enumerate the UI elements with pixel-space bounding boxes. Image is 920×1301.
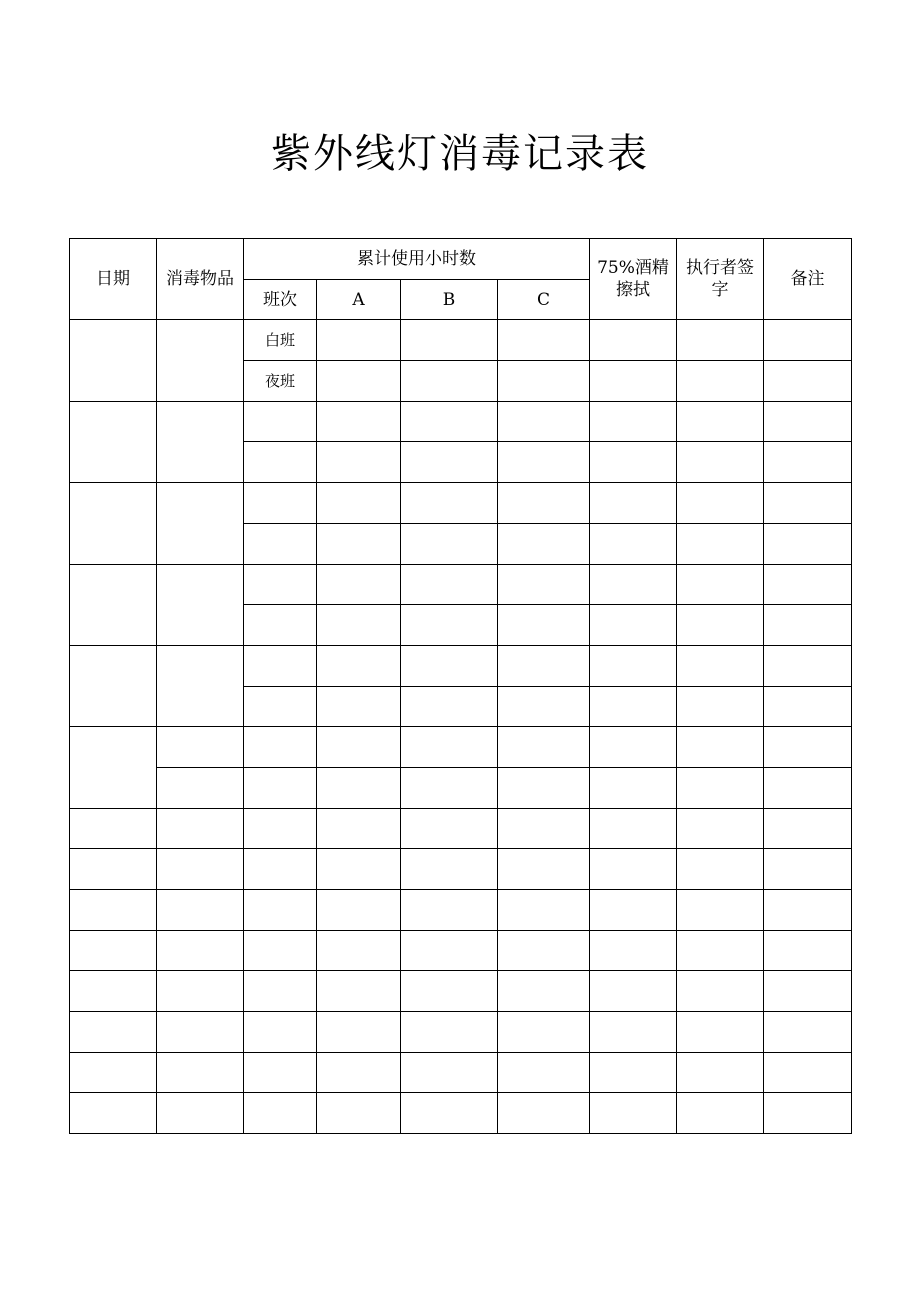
cell[interactable] [401,930,498,971]
cell[interactable] [317,930,401,971]
cell[interactable] [244,401,317,442]
cell[interactable] [401,1052,498,1093]
table-row [70,767,852,808]
cell[interactable] [498,645,590,686]
cell[interactable] [498,605,590,646]
cell[interactable] [764,523,852,564]
item-cell[interactable] [157,767,244,808]
cell[interactable] [498,523,590,564]
cell[interactable] [590,849,677,890]
item-cell[interactable] [157,1052,244,1093]
cell[interactable] [590,483,677,524]
cell[interactable] [590,1052,677,1093]
item-cell[interactable] [157,808,244,849]
date-cell[interactable] [70,727,157,808]
item-cell[interactable] [157,1012,244,1053]
cell[interactable] [590,808,677,849]
header-cumulative-hours: 累计使用小时数 [244,239,590,280]
cell[interactable] [764,1093,852,1134]
cell[interactable] [590,971,677,1012]
shift-night: 夜班 [244,361,317,402]
cell[interactable] [590,645,677,686]
cell[interactable] [677,442,764,483]
cell[interactable] [317,1052,401,1093]
cell[interactable] [590,686,677,727]
table-row [70,1012,852,1053]
date-cell[interactable] [70,808,157,849]
cell[interactable] [677,645,764,686]
table-row [70,890,852,931]
cell[interactable] [677,890,764,931]
cell[interactable] [244,727,317,768]
table-row [70,1052,852,1093]
cell[interactable] [590,1093,677,1134]
header-signer: 执行者签字 [677,239,764,320]
cell[interactable] [401,849,498,890]
cell[interactable] [498,361,590,402]
cell[interactable] [317,401,401,442]
cell[interactable] [244,808,317,849]
table-row [70,645,852,686]
table-row [70,401,852,442]
cell[interactable] [317,849,401,890]
header-date: 日期 [70,239,157,320]
cell[interactable] [677,564,764,605]
header-col-c: C [498,279,590,320]
cell[interactable] [498,930,590,971]
cell[interactable] [677,605,764,646]
table-row [70,483,852,524]
cell[interactable] [590,564,677,605]
cell[interactable] [244,442,317,483]
item-cell[interactable] [157,930,244,971]
cell[interactable] [590,890,677,931]
date-cell[interactable] [70,564,157,645]
cell[interactable] [498,971,590,1012]
cell[interactable] [498,564,590,605]
cell[interactable] [401,320,498,361]
cell[interactable] [590,442,677,483]
item-cell[interactable] [157,483,244,564]
cell[interactable] [590,605,677,646]
cell[interactable] [590,1012,677,1053]
cell[interactable] [244,686,317,727]
cell[interactable] [764,442,852,483]
cell[interactable] [498,1052,590,1093]
cell[interactable] [498,1093,590,1134]
cell[interactable] [677,401,764,442]
cell[interactable] [677,523,764,564]
cell[interactable] [317,645,401,686]
table-row [70,1093,852,1134]
cell[interactable] [317,767,401,808]
cell[interactable] [764,645,852,686]
cell[interactable] [677,686,764,727]
cell[interactable] [498,1012,590,1053]
cell[interactable] [317,808,401,849]
shift-day: 白班 [244,320,317,361]
cell[interactable] [498,401,590,442]
cell[interactable] [401,890,498,931]
table-row [70,564,852,605]
cell[interactable] [764,930,852,971]
date-cell[interactable] [70,401,157,482]
cell[interactable] [677,930,764,971]
item-cell[interactable] [157,727,244,768]
table-row [70,320,852,361]
cell[interactable] [677,361,764,402]
item-cell[interactable] [157,645,244,726]
cell[interactable] [401,523,498,564]
cell[interactable] [764,401,852,442]
header-col-b: B [401,279,498,320]
table-row [70,808,852,849]
cell[interactable] [401,727,498,768]
cell[interactable] [317,686,401,727]
cell[interactable] [317,442,401,483]
cell[interactable] [677,971,764,1012]
cell[interactable] [401,808,498,849]
cell[interactable] [401,483,498,524]
cell[interactable] [244,849,317,890]
cell[interactable] [317,361,401,402]
cell[interactable] [590,523,677,564]
cell[interactable] [498,808,590,849]
cell[interactable] [498,849,590,890]
cell[interactable] [317,564,401,605]
cell[interactable] [677,849,764,890]
cell[interactable] [244,1012,317,1053]
table-row [70,727,852,768]
page-title: 紫外线灯消毒记录表 [271,131,649,177]
cell[interactable] [764,727,852,768]
cell[interactable] [590,320,677,361]
cell[interactable] [498,320,590,361]
cell[interactable] [677,320,764,361]
cell[interactable] [764,564,852,605]
cell[interactable] [401,686,498,727]
header-alcohol-wipe: 75%酒精擦拭 [590,239,677,320]
cell[interactable] [401,401,498,442]
date-cell[interactable] [70,320,157,401]
cell[interactable] [401,1093,498,1134]
cell[interactable] [677,483,764,524]
item-cell[interactable] [157,320,244,401]
cell[interactable] [244,930,317,971]
date-cell[interactable] [70,849,157,890]
cell[interactable] [590,930,677,971]
cell[interactable] [590,401,677,442]
cell[interactable] [244,767,317,808]
cell[interactable] [764,890,852,931]
cell[interactable] [317,483,401,524]
cell[interactable] [244,890,317,931]
cell[interactable] [764,686,852,727]
cell[interactable] [317,971,401,1012]
cell[interactable] [764,1052,852,1093]
date-cell[interactable] [70,930,157,971]
header-col-a: A [317,279,401,320]
cell[interactable] [677,1012,764,1053]
cell[interactable] [677,1052,764,1093]
cell[interactable] [764,605,852,646]
date-cell[interactable] [70,1093,157,1134]
disinfection-record-table [69,238,852,1134]
header-row-1 [70,239,852,280]
date-cell[interactable] [70,483,157,564]
cell[interactable] [590,767,677,808]
cell[interactable] [677,1093,764,1134]
cell[interactable] [401,971,498,1012]
cell[interactable] [244,483,317,524]
cell[interactable] [764,320,852,361]
cell[interactable] [401,361,498,402]
cell[interactable] [401,645,498,686]
cell[interactable] [764,1012,852,1053]
date-cell[interactable] [70,645,157,726]
cell[interactable] [498,442,590,483]
cell[interactable] [401,442,498,483]
cell[interactable] [244,523,317,564]
header-item: 消毒物品 [157,239,244,320]
cell[interactable] [764,808,852,849]
item-cell[interactable] [157,564,244,645]
item-cell[interactable] [157,1093,244,1134]
cell[interactable] [764,767,852,808]
cell[interactable] [401,1012,498,1053]
cell[interactable] [244,564,317,605]
cell[interactable] [317,605,401,646]
date-cell[interactable] [70,971,157,1012]
item-cell[interactable] [157,401,244,482]
cell[interactable] [764,971,852,1012]
item-cell[interactable] [157,971,244,1012]
cell[interactable] [498,890,590,931]
table-row [70,849,852,890]
cell[interactable] [498,686,590,727]
cell[interactable] [590,727,677,768]
cell[interactable] [677,727,764,768]
cell[interactable] [317,1012,401,1053]
cell[interactable] [317,890,401,931]
date-cell[interactable] [70,890,157,931]
cell[interactable] [317,1093,401,1134]
cell[interactable] [764,483,852,524]
cell[interactable] [498,767,590,808]
item-cell[interactable] [157,849,244,890]
cell[interactable] [244,645,317,686]
cell[interactable] [317,523,401,564]
cell[interactable] [590,361,677,402]
table-row [70,930,852,971]
header-remark: 备注 [764,239,852,320]
cell[interactable] [244,605,317,646]
cell[interactable] [244,971,317,1012]
header-shift: 班次 [244,279,317,320]
table-row [70,971,852,1012]
cell[interactable] [317,727,401,768]
item-cell[interactable] [157,890,244,931]
cell[interactable] [677,767,764,808]
cell[interactable] [401,767,498,808]
cell[interactable] [764,361,852,402]
cell[interactable] [764,849,852,890]
cell[interactable] [677,808,764,849]
date-cell[interactable] [70,1052,157,1093]
cell[interactable] [317,320,401,361]
cell[interactable] [244,1052,317,1093]
cell[interactable] [401,564,498,605]
cell[interactable] [498,727,590,768]
cell[interactable] [244,1093,317,1134]
cell[interactable] [498,483,590,524]
date-cell[interactable] [70,1012,157,1053]
cell[interactable] [401,605,498,646]
